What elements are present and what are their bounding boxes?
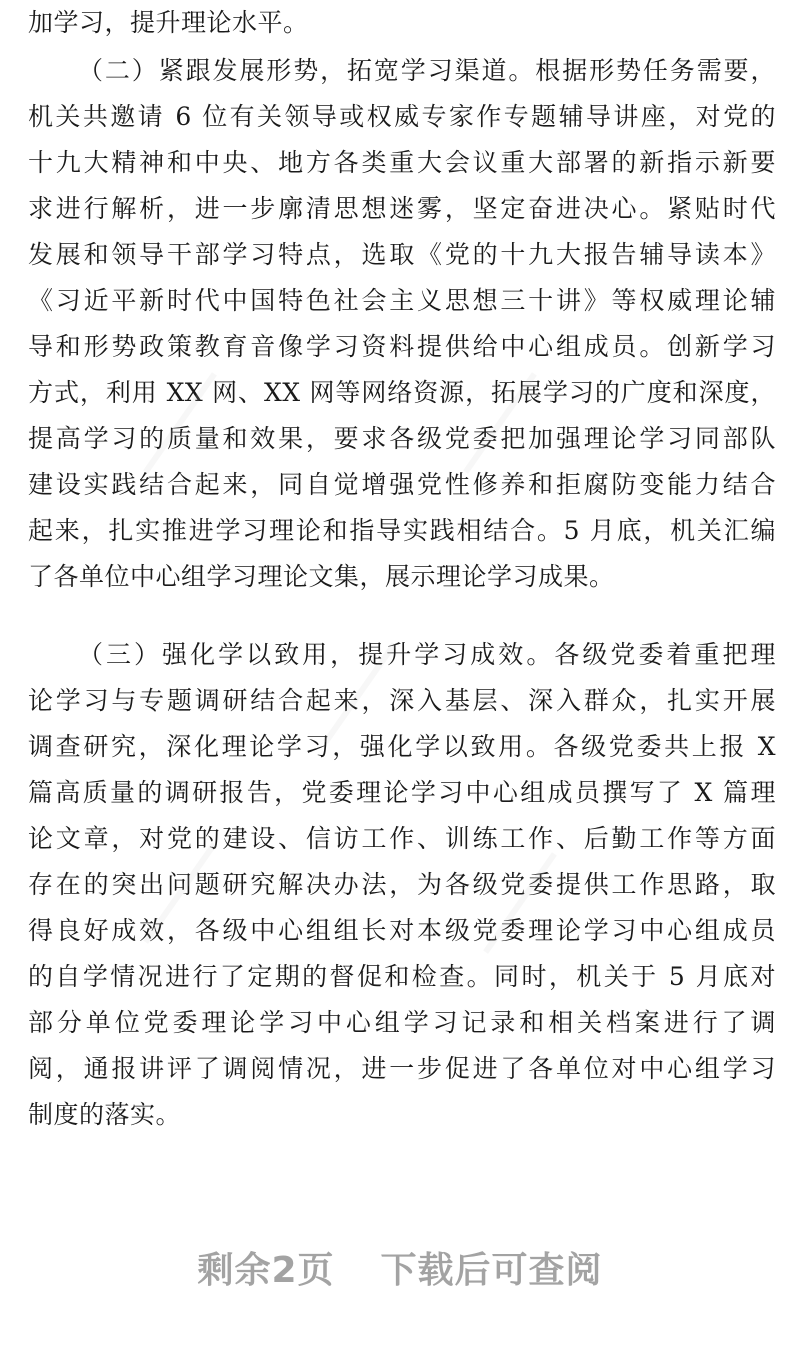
paragraph-line: 方式，利用 XX 网、XX 网等网络资源，拓展学习的广度和深度， [28, 378, 776, 407]
download-prompt[interactable] [0, 1242, 800, 1293]
remaining-pages-label: 剩余2页 [197, 1250, 335, 1291]
paragraph-line: 《习近平新时代中国特色社会主义思想三十讲》等权威理论辅 [28, 286, 776, 315]
paragraph-line: 存在的突出问题研究解决办法，为各级党委提供工作思路，取 [28, 870, 776, 899]
download-hint-label: 下载后可查阅 [380, 1250, 603, 1291]
paragraph-line: 发展和领导干部学习特点，选取《党的十九大报告辅导读本》 [28, 240, 776, 269]
paragraph-line: 篇高质量的调研报告，党委理论学习中心组成员撰写了 X 篇理 [28, 778, 776, 807]
paragraph-line: 起来，扎实推进学习理论和指导实践相结合。5 月底，机关汇编 [28, 516, 776, 545]
paragraph-line: 的自学情况进行了定期的督促和检查。同时，机关于 5 月底对 [28, 962, 776, 991]
paragraph-line: （二）紧跟发展形势，拓宽学习渠道。根据形势任务需要， [78, 56, 776, 85]
paragraph-line: 论学习与专题调研结合起来，深入基层、深入群众，扎实开展 [28, 686, 776, 715]
paragraph-line: 导和形势政策教育音像学习资料提供给中心组成员。创新学习 [28, 332, 776, 361]
paragraph-line: 加学习，提升理论水平。 [28, 8, 309, 37]
paragraph-line: 十九大精神和中央、地方各类重大会议重大部署的新指示新要 [28, 148, 776, 177]
paragraph-line: 求进行解析，进一步廓清思想迷雾，坚定奋进决心。紧贴时代 [28, 194, 776, 223]
paragraph-line: 调查研究，深化理论学习，强化学以致用。各级党委共上报 X [28, 732, 776, 761]
paragraph-line: 机关共邀请 6 位有关领导或权威专家作专题辅导讲座，对党的 [28, 102, 776, 131]
paragraph-line: 制度的落实。 [28, 1100, 182, 1129]
paragraph-line: 了各单位中心组学习理论文集，展示理论学习成果。 [28, 562, 615, 591]
paragraph-line: 阅，通报讲评了调阅情况，进一步促进了各单位对中心组学习 [28, 1054, 776, 1083]
paragraph-line: 得良好成效，各级中心组组长对本级党委理论学习中心组成员 [28, 916, 776, 945]
paragraph-line: 建设实践结合起来，同自觉增强党性修养和拒腐防变能力结合 [28, 470, 776, 499]
paragraph-line: （三）强化学以致用，提升学习成效。各级党委着重把理 [78, 640, 776, 669]
paragraph-line: 部分单位党委理论学习中心组学习记录和相关档案进行了调 [28, 1008, 776, 1037]
paragraph-line: 论文章，对党的建设、信访工作、训练工作、后勤工作等方面 [28, 824, 776, 853]
paragraph-line: 提高学习的质量和效果，要求各级党委把加强理论学习同部队 [28, 424, 776, 453]
